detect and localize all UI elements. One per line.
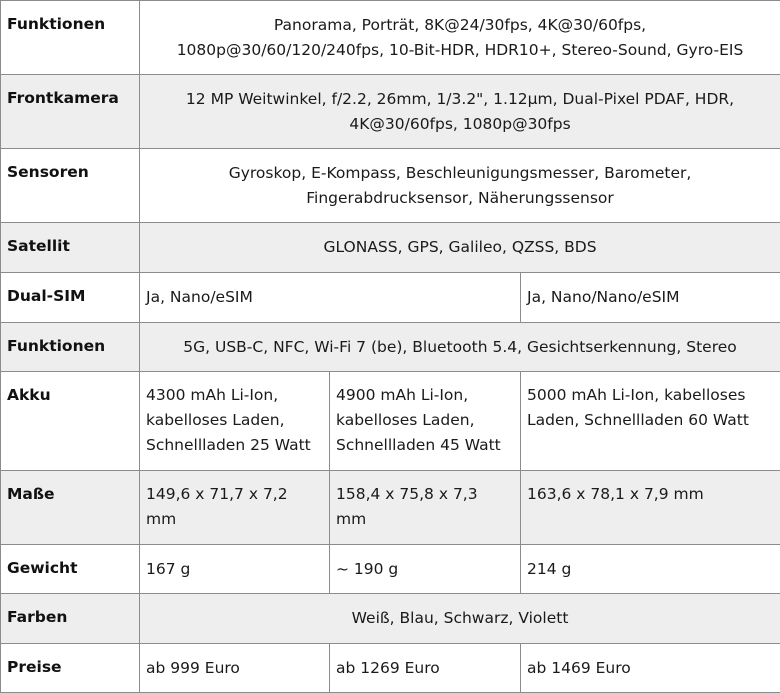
value-line: Gyroskop, E-Kompass, Beschleunigungsmesser, Barometer, [146, 161, 774, 186]
row-label: Dual-SIM [1, 273, 140, 323]
value-line: 149,6 x 71,7 x 7,2 [146, 482, 323, 507]
row-label: Funktionen [1, 323, 140, 372]
row-farben [1, 594, 780, 644]
row-satellit [1, 223, 780, 273]
row-akku [1, 372, 780, 471]
row-masse [1, 471, 780, 545]
value-line: Fingerabdrucksensor, Näherungssensor [146, 186, 774, 211]
row-value: 167 g [140, 545, 330, 594]
value-line: Laden, Schnellladen 60 Watt [527, 408, 774, 433]
row-dual-sim [1, 273, 780, 323]
value-line: 158,4 x 75,8 x 7,3 [336, 482, 514, 507]
row-value: GLONASS, GPS, Galileo, QZSS, BDS [140, 223, 780, 273]
row-value: ab 1469 Euro [521, 644, 780, 693]
row-label: Satellit [1, 223, 140, 273]
value-line: 163,6 x 78,1 x 7,9 mm [527, 482, 774, 507]
row-value: ab 999 Euro [140, 644, 330, 693]
row-value [140, 1, 780, 75]
value-line: Schnellladen 45 Watt [336, 433, 514, 458]
row-label: Preise [1, 644, 140, 693]
row-value: ~ 190 g [330, 545, 521, 594]
value-line: kabelloses Laden, [336, 408, 514, 433]
value-line: 12 MP Weitwinkel, f/2.2, 26mm, 1/3.2", 1.12µm, Dual-Pixel PDAF, HDR, [146, 87, 774, 112]
value-line: mm [146, 507, 323, 532]
value-line: 5000 mAh Li-Ion, kabelloses [527, 383, 774, 408]
row-sensoren [1, 149, 780, 223]
row-label: Frontkamera [1, 75, 140, 149]
row-value: Ja, Nano/eSIM [140, 273, 521, 323]
value-line: mm [336, 507, 514, 532]
row-label: Farben [1, 594, 140, 644]
row-frontkamera [1, 75, 780, 149]
row-funktionen-video [1, 1, 780, 75]
row-value: 5G, USB-C, NFC, Wi-Fi 7 (be), Bluetooth 5.4, Gesichtserkennung, Stereo [140, 323, 780, 372]
row-value [330, 471, 521, 545]
value-line: 4900 mAh Li-Ion, [336, 383, 514, 408]
row-label: Funktionen [1, 1, 140, 75]
row-gewicht [1, 545, 780, 594]
row-value: Weiß, Blau, Schwarz, Violett [140, 594, 780, 644]
value-line: 1080p@30/60/120/240fps, 10-Bit-HDR, HDR10+, Stereo-Sound, Gyro-EIS [146, 38, 774, 63]
row-value: 214 g [521, 545, 780, 594]
row-value: ab 1269 Euro [330, 644, 521, 693]
value-line: 4300 mAh Li-Ion, [146, 383, 323, 408]
row-preise [1, 644, 780, 693]
value-line: kabelloses Laden, [146, 408, 323, 433]
row-value [140, 372, 330, 471]
row-value [140, 471, 330, 545]
row-label: Sensoren [1, 149, 140, 223]
row-label: Maße [1, 471, 140, 545]
row-value [521, 471, 780, 545]
value-line: Panorama, Porträt, 8K@24/30fps, 4K@30/60fps, [146, 13, 774, 38]
row-value: Ja, Nano/Nano/eSIM [521, 273, 780, 323]
row-value [521, 372, 780, 471]
row-funktionen-conn [1, 323, 780, 372]
row-label: Gewicht [1, 545, 140, 594]
value-line: 4K@30/60fps, 1080p@30fps [146, 112, 774, 137]
row-value [140, 75, 780, 149]
row-label: Akku [1, 372, 140, 471]
value-line: Schnellladen 25 Watt [146, 433, 323, 458]
row-value [330, 372, 521, 471]
row-value [140, 149, 780, 223]
